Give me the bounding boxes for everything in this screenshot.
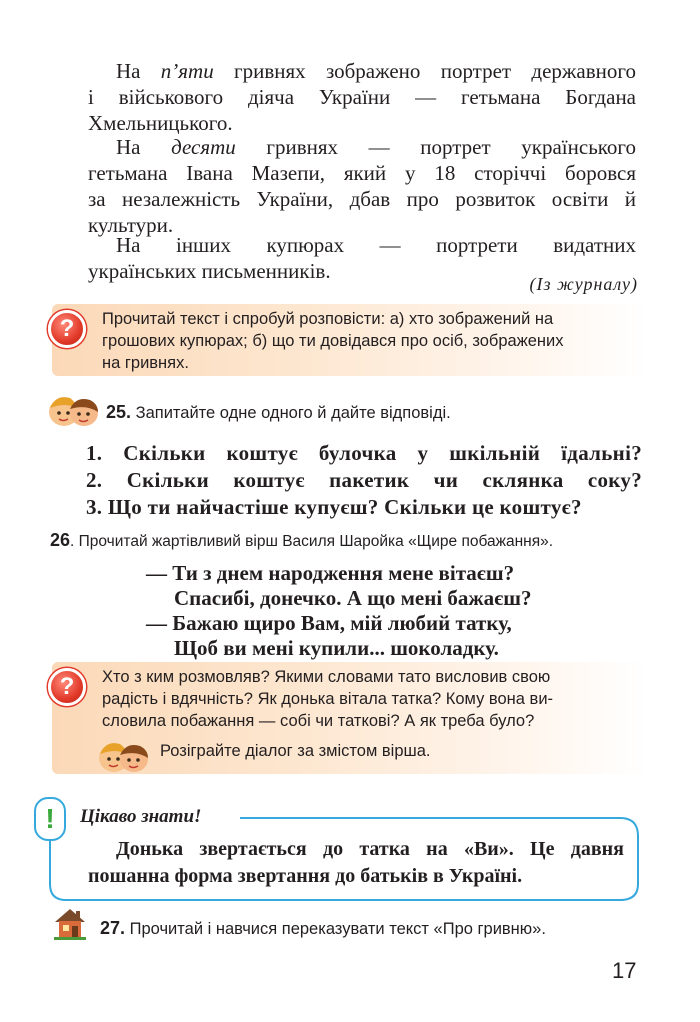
roleplay-instruction: Розіграйте діалог за змістом вірша. <box>160 742 431 760</box>
text-line: культури. <box>88 213 174 237</box>
question-line: Хто з ким розмовляв? Якими словами тато висловив свою <box>102 668 551 686</box>
emphasis-ten: десяти <box>171 135 236 159</box>
text-line: Хмельницького. <box>88 111 233 135</box>
question-line: словила побажання — собі чи таткові? А як треба було? <box>102 712 535 730</box>
task-25-heading: 25. Запитайте одне одного й дайте відповіді. <box>106 402 451 422</box>
question-line: на гривнях. <box>102 354 189 372</box>
fact-box-title: Цікаво знати! <box>80 806 202 827</box>
question-icon: ? <box>48 310 86 348</box>
text-line: і військового діяча України — гетьмана Богдана <box>88 85 636 109</box>
task-26-heading: 26. Прочитай жартівливий вірш Василя Шаройка «Щире побажання». <box>50 530 554 550</box>
text-line: за незалежність України, дбав про розвиток освіти й <box>88 187 636 211</box>
task-27-heading: 27. Прочитай і навчися переказувати текст «Про гривню». <box>100 918 546 938</box>
text-line: На п’яти гривнях зображено портрет державного <box>116 59 636 83</box>
fact-box-text <box>88 836 624 890</box>
fact-line: пошанна форма звертання до батьків в Україні. <box>88 865 523 887</box>
poem-line: Спасибі, донечко. А що мені бажаєш? <box>174 586 532 610</box>
text-line: українських письменників. <box>88 259 331 283</box>
question-line: Прочитай текст і спробуй розповісти: а) хто зображений на <box>102 310 554 328</box>
exclamation-glyph: ! <box>45 803 55 834</box>
text-line: гетьмана Івана Мазепи, який у 18 сторіччі боровся <box>88 161 636 185</box>
list-item: 3. Що ти найчастіше купуєш? Скільки це коштує? <box>86 495 582 519</box>
list-item: 2. Скільки коштує пакетик чи склянка соку? <box>86 468 642 492</box>
task-number: 25. <box>106 402 132 422</box>
task-number: 26 <box>50 530 71 550</box>
text-line: На інших купюрах — портрети видатних <box>116 233 636 257</box>
text-line: На десяти гривнях — портрет українського <box>116 135 636 159</box>
fact-line: Донька звертається до татка на «Ви». Це давня <box>116 838 624 860</box>
task-number: 27. <box>100 918 126 938</box>
exclamation-icon <box>34 797 66 841</box>
poem-line: — Бажаю щиро Вам, мій любий татку, <box>146 611 512 635</box>
question-line: грошових купюрах; б) що ти довідався про осіб, зображених <box>102 332 564 350</box>
page-number: 17 <box>612 958 637 983</box>
emphasis-five: п’яти <box>160 59 214 83</box>
poem-line: — Ти з днем народження мене вітаєш? <box>146 561 515 585</box>
question-line: радість і вдячність? Як донька вітала татка? Кому вона ви- <box>102 690 554 708</box>
house-icon <box>52 906 88 940</box>
poem-line: Щоб ви мені купили... шоколадку. <box>174 636 499 660</box>
question-icon: ? <box>48 668 86 706</box>
list-item: 1. Скільки коштує булочка у шкільній їдальні? <box>86 441 642 465</box>
source-citation: (Із журналу) <box>529 274 638 294</box>
